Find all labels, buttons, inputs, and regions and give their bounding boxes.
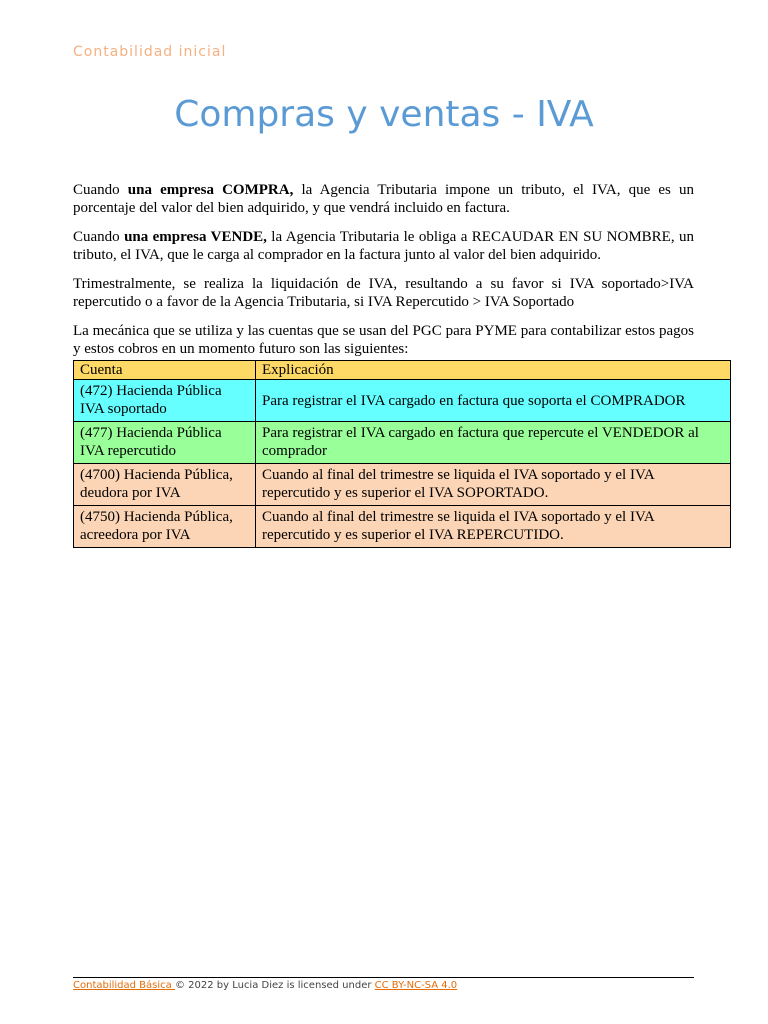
paragraph-liquidacion: Trimestralmente, se realiza la liquidación de IVA, resultando a su favor si IVA soportado>IVA repercutido o a favor de la Agencia Tributaria, si IVA Repercutido > IVA Soportado bbox=[73, 276, 694, 310]
cell-cuenta: (4700) Hacienda Pública, deudora por IVA bbox=[74, 464, 256, 506]
table-header-row bbox=[74, 361, 731, 380]
cell-cuenta: (4750) Hacienda Pública, acreedora por IVA bbox=[74, 506, 256, 548]
footer bbox=[73, 980, 457, 991]
header-label: Contabilidad inicial bbox=[73, 44, 227, 60]
table-row bbox=[74, 464, 731, 506]
column-header-explicacion: Explicación bbox=[256, 361, 731, 380]
footer-divider bbox=[73, 977, 694, 978]
column-header-cuenta: Cuenta bbox=[74, 361, 256, 380]
paragraph-vende-bold: una empresa VENDE, bbox=[124, 229, 267, 245]
cell-explicacion: Para registrar el IVA cargado en factura que soporta el COMPRADOR bbox=[256, 380, 731, 422]
paragraph-compra bbox=[73, 181, 694, 217]
cell-explicacion: Cuando al final del trimestre se liquida el IVA soportado y el IVA repercutido y es superior el IVA REPERCUTIDO. bbox=[256, 506, 731, 548]
table-row bbox=[74, 380, 731, 422]
paragraph-compra-pre: Cuando bbox=[73, 182, 128, 198]
cell-cuenta: (472) Hacienda Pública IVA soportado bbox=[74, 380, 256, 422]
paragraph-compra-post: la Agencia Tributaria impone un tributo, el IVA, que es un porcentaje del valor del bien adquirido, y que vendrá incluido en factura. bbox=[73, 182, 695, 216]
paragraph-compra-bold: una empresa COMPRA, bbox=[127, 182, 294, 198]
paragraph-mecanica: La mecánica que se utiliza y las cuentas que se usan del PGC para PYME para contabilizar estos pagos y estos cobros en un momento futuro son las siguientes: bbox=[73, 323, 694, 357]
accounts-table bbox=[73, 360, 731, 548]
table-row bbox=[74, 506, 731, 548]
cell-explicacion: Para registrar el IVA cargado en factura que repercute el VENDEDOR al comprador bbox=[256, 422, 731, 464]
footer-license-text: © 2022 by Lucia Diez is licensed under bbox=[174, 980, 375, 991]
paragraph-vende bbox=[73, 228, 694, 264]
cell-cuenta: (477) Hacienda Pública IVA repercutido bbox=[74, 422, 256, 464]
paragraph-vende-post: la Agencia Tributaria le obliga a RECAUDAR EN SU NOMBRE, un tributo, el IVA, que le carga al comprador en la factura junto al valor del bien adquirido. bbox=[73, 229, 694, 263]
footer-link-contabilidad-basica[interactable]: Contabilidad Básica bbox=[73, 980, 175, 991]
paragraph-vende-pre: Cuando bbox=[73, 229, 125, 245]
table-row bbox=[74, 422, 731, 464]
footer-link-license[interactable]: CC BY-NC-SA 4.0 bbox=[374, 980, 458, 991]
cell-explicacion: Cuando al final del trimestre se liquida el IVA soportado y el IVA repercutido y es superior el IVA SOPORTADO. bbox=[256, 464, 731, 506]
page-title: Compras y ventas - IVA bbox=[174, 94, 594, 135]
document-body bbox=[73, 181, 699, 548]
